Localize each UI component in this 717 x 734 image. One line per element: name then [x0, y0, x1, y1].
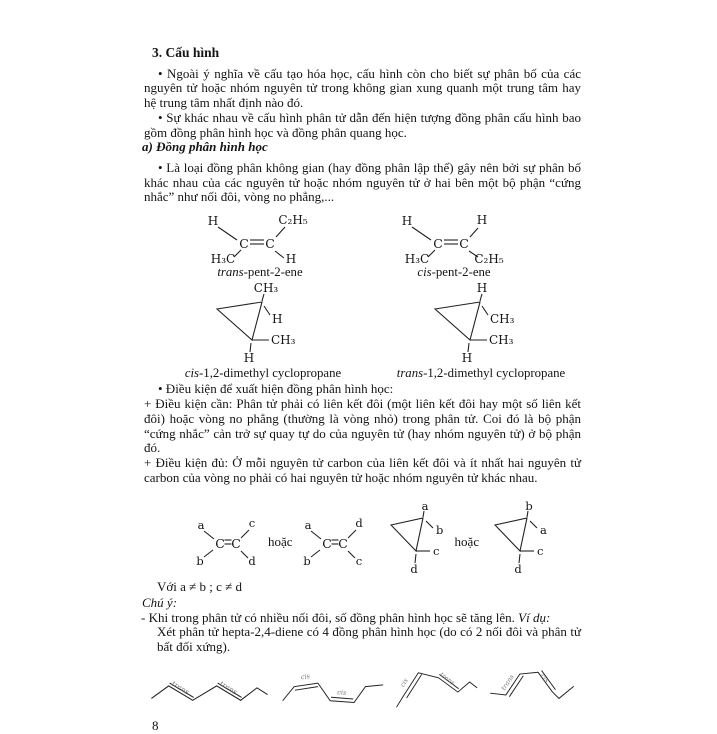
note-heading: Chú ý: — [142, 595, 178, 611]
generic-ring-2 — [487, 501, 551, 577]
substituent-label: d — [409, 562, 418, 577]
substituent-label: c — [432, 544, 439, 559]
substituent-label: b — [435, 523, 443, 538]
bonds — [283, 683, 383, 702]
paragraph-sufficient-condition: + Điều kiện đủ: Ở mỗi nguyên tử carbon của liên kết đôi và ít nhất hai nguyên tử carbon của vòng no phải có hai nguyên tử hoặc nhóm nguyên tử khác nhau. — [144, 454, 581, 485]
conditions-heading: • Điều kiện để xuất hiện đồng phân hình học: — [158, 381, 394, 397]
subsection-heading-geometric-isomers: a) Đồng phân hình học — [142, 139, 268, 155]
trans-cyclopropane-figure — [392, 282, 570, 381]
bond-config-label: trans — [170, 679, 191, 697]
carbon-label: C — [231, 536, 241, 552]
substituent-label: CH₃ — [271, 332, 296, 347]
caption-italic: trans — [217, 265, 244, 280]
trans-cyclopropane-structure — [422, 282, 540, 366]
caption-rest: -pent-2-ene — [431, 265, 491, 280]
diene-trans-cis — [488, 661, 576, 708]
substituent-label: a — [197, 518, 205, 533]
substituent-label: CH₃ — [489, 332, 514, 347]
figure-caption — [217, 265, 302, 280]
carbon-label: C — [321, 536, 332, 552]
substituent-label: H — [401, 214, 413, 229]
bonds — [204, 530, 249, 558]
substituent-label: a — [540, 523, 547, 538]
cis-pentene-figure — [390, 211, 518, 280]
note-multiple-double-bonds — [141, 611, 581, 626]
substituent-label: d — [514, 562, 522, 577]
cis-cyclopropane-structure — [204, 282, 322, 366]
figure-caption — [185, 366, 341, 381]
substituent-label: C₂H₅ — [278, 213, 308, 228]
caption-rest: -1,2-dimethyl cyclopropane — [423, 365, 566, 380]
caption-italic: cis — [184, 365, 200, 380]
carbon-label: C — [265, 236, 275, 252]
carbon-label: C — [215, 536, 225, 552]
bond-config-label: cis — [539, 671, 551, 685]
bond-config-label: trans — [499, 673, 516, 692]
substituent-label: d — [354, 516, 363, 531]
substituent-label: a — [421, 501, 428, 514]
trans-pentene-figure — [196, 211, 324, 280]
note-hepta-diene-example: Xét phân tử hepta-2,4-diene có 4 đồng phân hình học (do có 2 nối đôi và phân tử bất đối xứng). — [157, 624, 581, 655]
bonds — [217, 294, 270, 352]
bond-config-label: cis — [300, 672, 311, 682]
diene-trans-trans — [148, 660, 270, 708]
substituent-label: H — [243, 350, 255, 365]
caption-rest: -1,2-dimethyl cyclopropane — [199, 365, 342, 380]
generic-ring-1 — [383, 501, 447, 577]
carbon-label: C — [433, 236, 443, 252]
substituent-label: H — [207, 214, 219, 229]
caption-italic: trans — [396, 365, 424, 380]
carbon-label: C — [459, 236, 469, 252]
substituent-label: H — [461, 350, 473, 365]
document-page — [141, 45, 581, 734]
substituent-label: d — [248, 554, 256, 568]
substituent-label: CH₃ — [490, 311, 515, 326]
caption-rest: -pent-2-ene — [243, 265, 303, 280]
bonds — [435, 294, 488, 352]
carbon-label: C — [239, 236, 249, 252]
substituent-label: CH₃ — [253, 281, 279, 295]
substituent-label: C₂H₅ — [474, 252, 504, 266]
substituent-label: H — [285, 252, 297, 266]
cis-pentene-structure — [390, 211, 518, 265]
paragraph-geometric-isomer-definition: • Là loại đồng phân không gian (hay đồng phân lập thể) gây nên bởi sự phân bố khác nhau của các nguyên tử hoặc nhóm nguyên tử ở hai bên một bộ phận “cứng nhắc” như nối đôi, vòng no phẳng,... — [144, 159, 581, 205]
trans-pentene-structure — [196, 211, 324, 265]
substituent-label: a — [304, 518, 311, 533]
pentene-figures-row — [196, 211, 581, 280]
diene-cis-trans — [394, 660, 478, 709]
note-text: - Khi trong phân tử có nhiều nối đôi, số đồng phân hình học sẽ tăng lên. — [141, 609, 519, 625]
bond-config-label: trans — [438, 671, 456, 687]
figure-caption — [417, 265, 490, 280]
bonds — [391, 511, 433, 563]
carbon-label: C — [337, 536, 348, 552]
substituent-label: b — [525, 501, 533, 514]
bond-config-label: cis — [399, 677, 410, 689]
diene-cis-cis — [280, 661, 384, 707]
paragraph-configuration-isomerism: • Sự khác nhau về cấu hình phân tử dẫn đến hiện tượng đồng phân cấu hình bao gồm đồng phân hình học và đồng phân quang học. — [144, 109, 581, 140]
substituent-label: H₃C — [210, 252, 236, 266]
figure-caption — [397, 366, 565, 381]
substituent-label: H — [476, 281, 488, 295]
generic-alkene-1 — [194, 511, 260, 567]
substituent-label: b — [196, 554, 204, 568]
bonds — [495, 511, 537, 563]
diene-isomers-row — [148, 660, 581, 709]
cyclopropane-figures-row — [174, 282, 581, 381]
substituent-label: H₃C — [404, 252, 430, 266]
bond-config-label: trans — [218, 679, 239, 697]
generic-alkene-2 — [301, 511, 367, 567]
substituent-label: H — [476, 213, 488, 228]
bonds — [397, 673, 478, 707]
or-label: hoặc — [268, 533, 293, 549]
substituent-label: b — [302, 554, 311, 568]
or-label: hoặc — [454, 533, 480, 549]
substituent-label: c — [355, 554, 362, 568]
page-number: 8 — [152, 717, 159, 733]
substituent-label: c — [248, 516, 256, 531]
note-example-label: Ví dụ: — [518, 609, 551, 625]
bond-config-label: cis — [336, 688, 347, 698]
generic-structures-row — [194, 491, 581, 577]
section-heading: 3. Cấu hình — [152, 45, 220, 60]
condition-inequality: Với a ≠ b ; c ≠ d — [157, 579, 243, 595]
paragraph-necessary-condition: + Điều kiện cần: Phân tử phải có liên kết đôi (một liên kết đôi hay một số liên kết đôi) hoặc vòng no phẳng (thường là vòng nhỏ) trong phân tử. Coi đó là bộ phận “cứng nhắc” cản trở sự quay tự do của nguyên tử (hay nhóm nguyên tử) ở bộ phận đó. — [144, 396, 581, 456]
caption-italic: cis — [417, 265, 432, 280]
paragraph-configuration-meaning: • Ngoài ý nghĩa về cấu tạo hóa học, cấu hình còn cho biết sự phân bố của các nguyên tử hoặc nhóm nguyên tử trong không gian xung quanh một trung tâm hay hệ trung tâm nhất định nào đó. — [144, 65, 581, 111]
cis-cyclopropane-figure — [174, 282, 352, 381]
bonds — [311, 530, 356, 558]
bonds — [151, 683, 267, 700]
substituent-label: H — [272, 311, 283, 326]
substituent-label: c — [537, 544, 544, 559]
